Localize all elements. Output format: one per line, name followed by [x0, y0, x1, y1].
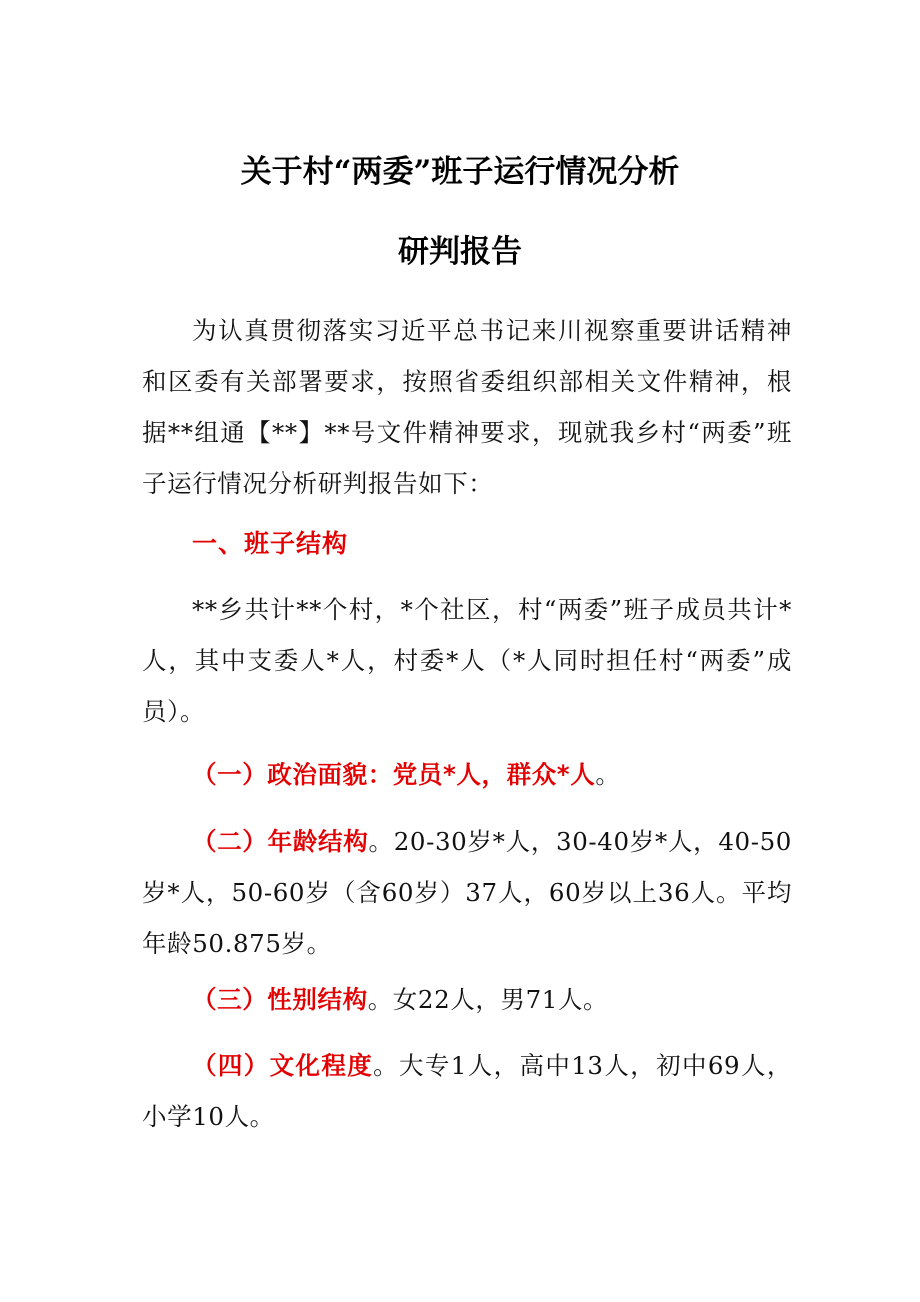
report-title-line-2: 研判报告	[398, 234, 522, 270]
gender-text: 。女22人，男71人。	[367, 985, 609, 1014]
structure-paragraph: **乡共计**个村，*个社区，村“两委”班子成员共计*人，其中支委人*人，村委*人（*人同时担任村“两委”成员）。	[142, 595, 792, 726]
politics-tail: 。	[595, 760, 621, 789]
education-paragraph	[142, 1040, 792, 1142]
politics-paragraph	[192, 749, 620, 800]
gender-paragraph	[192, 974, 608, 1025]
politics-label: （一）政治面貌：党员*人，群众*人	[192, 760, 596, 789]
education-text: 。大专1人，高中13人，初中69人，小学10人。	[142, 1051, 792, 1131]
age-paragraph	[142, 816, 792, 969]
report-title-line-1: 关于村“两委”班子运行情况分析	[240, 154, 680, 190]
intro-paragraph: 为认真贯彻落实习近平总书记来川视察重要讲话精神和区委有关部署要求，按照省委组织部相关文件精神，根据**组通【**】**号文件精神要求，现就我乡村“两委”班子运行情况分析研判报告如下：	[142, 316, 792, 498]
age-text: 。20-30岁*人，30-40岁*人，40-50岁*人，50-60岁（含60岁）37人，60岁以上36人。平均年龄50.875岁。	[142, 827, 792, 958]
section-heading-structure: 一、班子结构	[192, 529, 349, 558]
education-label: （四）文化程度	[192, 1051, 374, 1080]
age-label: （二）年龄结构	[192, 827, 369, 856]
gender-label: （三）性别结构	[192, 985, 368, 1014]
